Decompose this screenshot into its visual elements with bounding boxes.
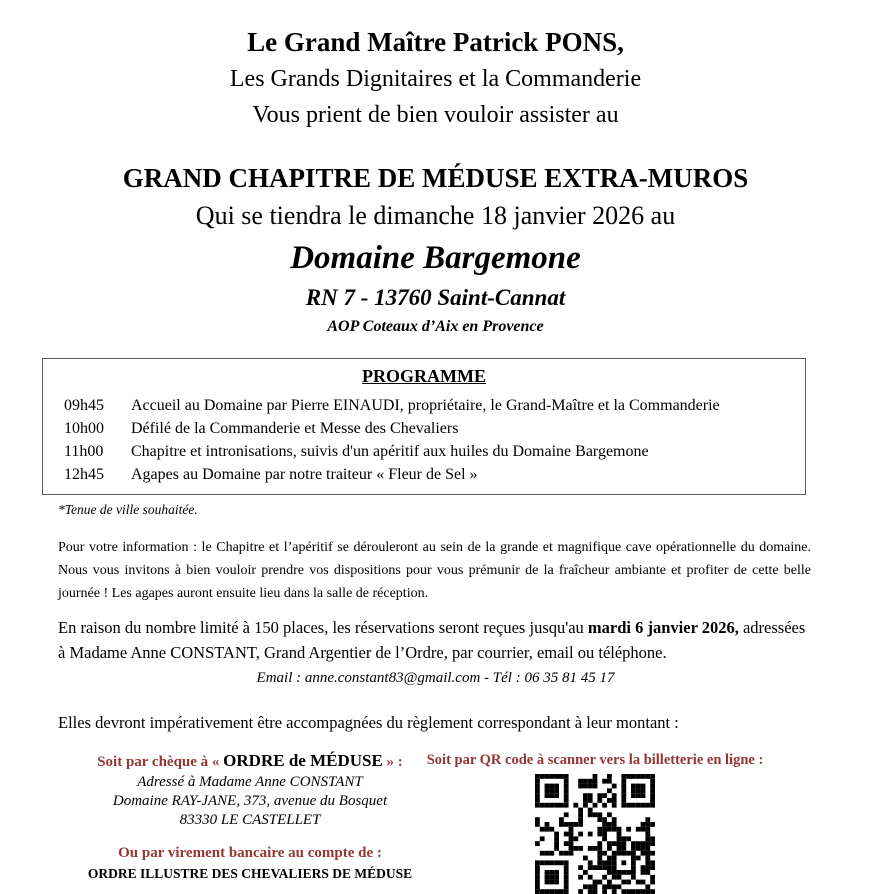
qr-payment-column [426,750,764,894]
reservation-paragraph [58,615,815,665]
programme-description: Chapitre et intronisations, suivis d'un apéritif aux huiles du Domaine Bargemone [131,443,649,460]
event-venue: Domaine Bargemone [290,240,581,276]
invitation-line: Vous prient de bien vouloir assister au [252,102,619,128]
payment-intro: Elles devront impérativement être accompagnées du règlement correspondant à leur montant : [58,713,679,732]
cheque-address-line: Domaine RAY-JANE, 373, avenue du Bosquet [112,793,388,809]
programme-description: Agapes au Domaine par notre traiteur « Fleur de Sel » [131,466,478,483]
programme-time: 12h45 [64,466,104,483]
dress-code-note: *Tenue de ville souhaitée. [58,502,198,517]
payment-options [0,750,871,894]
document-header [0,0,871,133]
event-appellation: AOP Coteaux d’Aix en Provence [327,318,544,335]
bank-account-name: ORDRE ILLUSTRE DES CHEVALIERS DE MÉDUSE [87,866,413,881]
programme-description: Accueil au Domaine par Pierre EINAUDI, propriétaire, le Grand-Maître et la Commanderie [131,397,720,414]
event-address: RN 7 - 13760 Saint-Cannat [305,285,566,310]
info-paragraph: Pour votre information : le Chapitre et l’apéritif se dérouleront au sein de la grande et magnifique cave opérationnelle du domaine. Nous vous invitons à bien vouloir prendre vos dispositions pour vous prémunir de la fraîcheur ambiante et profiter de cette belle journée ! Les agapes auront ensuite lieu dans la salle de réception. [58,540,811,601]
programme-row [43,440,805,463]
event-date-line: Qui se tiendra le dimanche 18 janvier 2026 au [195,201,676,230]
cheque-address-line: 83330 LE CASTELLET [179,812,321,828]
event-block [0,159,871,339]
programme-row [43,463,805,486]
qr-heading: Soit par QR code à scanner vers la billetterie en ligne : [426,752,764,768]
programme-title: PROGRAMME [362,366,486,386]
programme-time: 09h45 [64,397,104,414]
programme-box [42,358,806,495]
bank-transfer-heading: Ou par virement bancaire au compte de : [118,845,382,861]
programme-row [43,417,805,440]
grand-maitre-line: Le Grand Maître Patrick PONS, [247,27,624,57]
programme-row [43,394,805,417]
programme-time: 11h00 [64,443,104,460]
reservation-deadline: mardi 6 janvier 2026, [587,618,739,637]
cheque-heading-suffix: » : [382,754,403,770]
cheque-heading [40,750,460,773]
qr-code-image [535,774,655,894]
programme-time: 10h00 [64,420,104,437]
reservation-text-before: En raison du nombre limité à 150 places, les réservations seront reçues jusqu'au [58,618,588,637]
programme-description: Défilé de la Commanderie et Messe des Chevaliers [131,420,459,437]
dignitaires-line: Les Grands Dignitaires et la Commanderie [229,66,642,92]
cheque-payment-column [40,750,460,894]
cheque-address-line: Adressé à Madame Anne CONSTANT [137,774,363,790]
event-title: GRAND CHAPITRE DE MÉDUSE EXTRA-MUROS [122,163,749,193]
reservation-text-after: adressées à Madame Anne CONSTANT, Grand Argentier de l’Ordre, par courrier, email ou téléphone. [58,618,806,662]
cheque-heading-prefix: Soit par chèque à « [97,754,224,770]
cheque-payee-name: ORDRE de MÉDUSE [223,751,383,770]
contact-line: Email : anne.constant83@gmail.com - Tél : 06 35 81 45 17 [256,670,615,686]
